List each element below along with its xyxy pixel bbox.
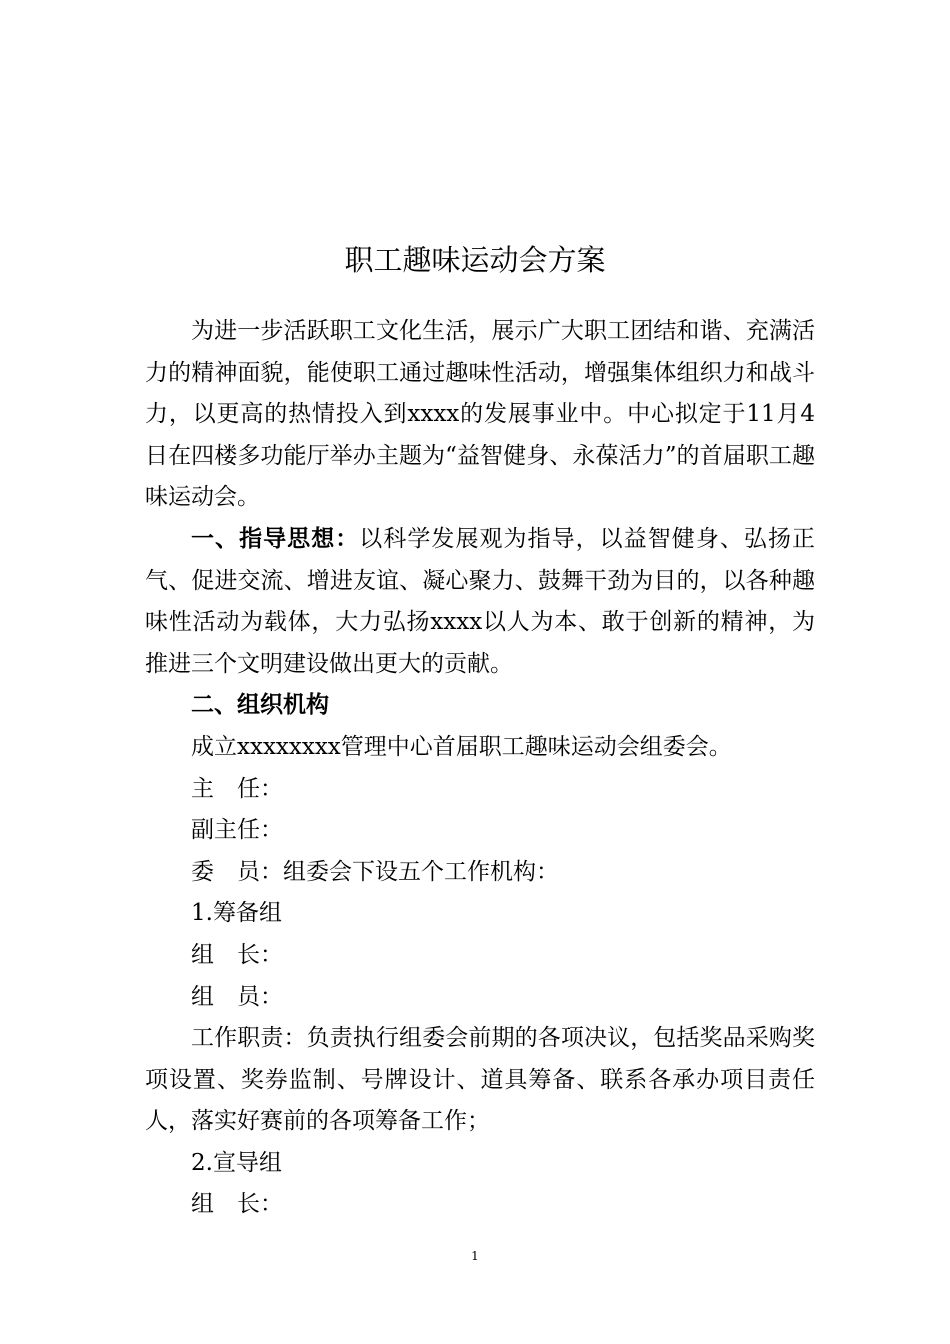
group1-name: 1.筹备组 (191, 900, 282, 927)
group1-duty: 工作职责：负责执行组委会前期的各项决议，包括奖品采购奖项设置、奖券监制、号牌设计、道具筹备、联系各承办项目责任人，落实好赛前的各项筹备工作； (145, 1025, 815, 1135)
group2-leader: 组 长： (191, 1191, 283, 1218)
deputy-director-line: 副主任： (191, 817, 283, 844)
group2-name: 2.宣导组 (191, 1149, 282, 1176)
group1-leader: 组 长： (191, 941, 283, 968)
section-heading: 一、指导思想： (191, 525, 360, 552)
intro-paragraph: 为进一步活跃职工文化生活，展示广大职工团结和谐、充满活力的精神面貌，能使职工通过趣味性活动，增强集体组织力和战斗力，以更高的热情投入到xxxx的发展事业中。中心拟定于11月4日在四楼多功能厅举办主题为“益智健身、永葆活力”的首届职工趣味运动会。 (145, 318, 815, 511)
members-line: 委 员：组委会下设五个工作机构： (191, 858, 559, 885)
document-title: 职工趣味运动会方案 (344, 243, 606, 277)
section-organization-heading: 二、组织机构 (191, 692, 329, 719)
document-body (145, 311, 815, 1226)
section-guiding-ideology (145, 519, 815, 685)
committee-line: 成立xxxxxxxx管理中心首届职工趣味运动会组委会。 (191, 733, 732, 760)
section-text: 以科学发展观为指导，以益智健身、弘扬正气、促进交流、增进友谊、凝心聚力、鼓舞干劲为目的，以各种趣味性活动为载体，大力弘扬xxxx以人为本、敢于创新的精神，为推进三个文明建设做出更大的贡献。 (145, 525, 816, 677)
group1-member: 组 员： (191, 983, 283, 1010)
page-number: 1 (471, 1249, 479, 1263)
director-line: 主 任： (191, 775, 283, 802)
